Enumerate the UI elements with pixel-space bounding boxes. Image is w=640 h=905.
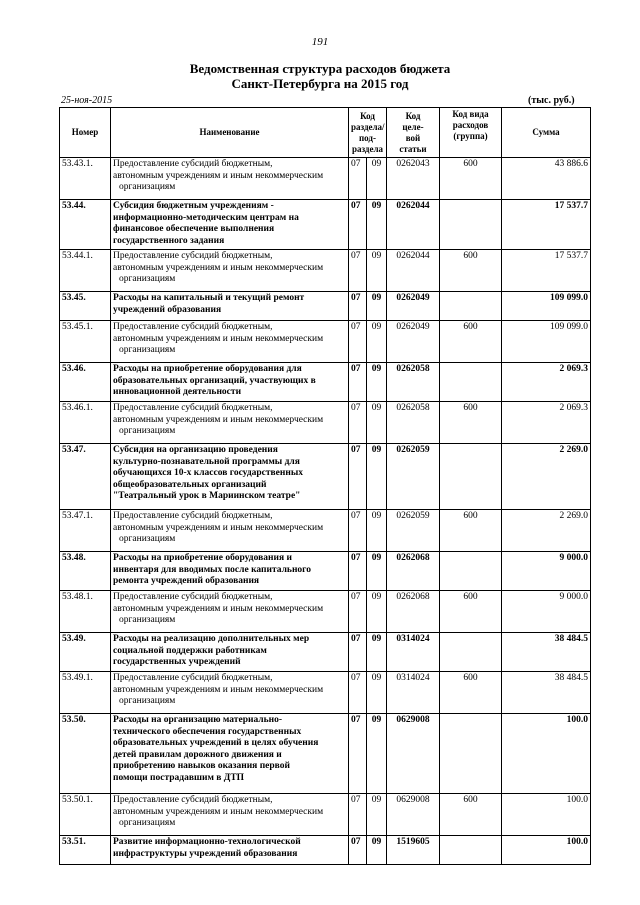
row-sum: 109 099.0 [502, 292, 591, 321]
row-expense-type: 600 [440, 250, 502, 292]
row-section-code: 07 [349, 402, 367, 444]
row-name-line: помощи пострадавшим в ДТП [113, 772, 245, 783]
row-subsection-code: 09 [367, 292, 387, 321]
page-number: 191 [311, 36, 329, 48]
row-subsection-code: 09 [367, 591, 387, 633]
row-article-code: 0262059 [387, 444, 440, 510]
row-name-line: Расходы на приобретение оборудования и [113, 553, 292, 563]
row-name-line: автономным учреждениям и иным некоммерческим [113, 170, 324, 181]
row-name-line: Субсидия бюджетным учреждениям - [113, 201, 274, 211]
row-sum: 9 000.0 [502, 591, 591, 633]
row-article-code: 0262044 [387, 250, 440, 292]
row-number: 53.44. [60, 200, 111, 250]
row-subsection-code: 09 [367, 714, 387, 794]
row-sum: 9 000.0 [502, 552, 591, 591]
row-sum: 2 269.0 [502, 444, 591, 510]
row-name-line: инвентаря для вводимых после капитального [113, 564, 311, 575]
row-name-line: организациям [119, 534, 176, 544]
row-expense-type [440, 552, 502, 591]
row-name-line: автономным учреждениям и иным некоммерческим [113, 522, 324, 533]
row-expense-type [440, 292, 502, 321]
row-article-code: 0314024 [387, 672, 440, 714]
row-subsection-code: 09 [367, 552, 387, 591]
row-section-code: 07 [349, 714, 367, 794]
row-article-code: 0262068 [387, 591, 440, 633]
row-name-line: ремонта учреждений образования [113, 576, 260, 586]
row-name-line: детей правилам дорожного движения и [113, 749, 282, 760]
row-name-line: социальной поддержки работникам [113, 645, 267, 656]
row-sum: 100.0 [502, 794, 591, 836]
row-subsection-code: 09 [367, 200, 387, 250]
row-name-line: образовательных учреждений в целях обучения [113, 738, 319, 748]
row-name-line: организациям [119, 345, 176, 355]
table-row [60, 794, 591, 836]
row-section-code: 07 [349, 552, 367, 591]
row-sum: 2 269.0 [502, 510, 591, 552]
header-sum: Сумма [502, 108, 591, 158]
row-number: 53.47. [60, 444, 111, 510]
row-name [111, 794, 349, 836]
row-article-code: 0262058 [387, 402, 440, 444]
row-section-code: 07 [349, 510, 367, 552]
row-name-line: образовательных организаций, участвующих в [113, 375, 316, 386]
table-row [60, 158, 591, 200]
row-article-code: 0262044 [387, 200, 440, 250]
row-name-line: Предоставление субсидий бюджетным, [113, 511, 273, 521]
row-name-line: государственных учреждений [113, 657, 241, 667]
row-sum: 2 069.3 [502, 402, 591, 444]
row-number: 53.46. [60, 363, 111, 402]
row-expense-type: 600 [440, 510, 502, 552]
row-number: 53.49.1. [60, 672, 111, 714]
row-expense-type [440, 444, 502, 510]
row-number: 53.48.1. [60, 591, 111, 633]
row-name [111, 552, 349, 591]
row-name [111, 363, 349, 402]
row-name-line: организациям [119, 274, 176, 284]
row-number: 53.50.1. [60, 794, 111, 836]
row-name-line: Предоставление субсидий бюджетным, [113, 403, 273, 413]
row-name [111, 200, 349, 250]
row-subsection-code: 09 [367, 633, 387, 672]
row-sum: 109 099.0 [502, 321, 591, 363]
row-expense-type: 600 [440, 402, 502, 444]
row-subsection-code: 09 [367, 402, 387, 444]
table-row [60, 292, 591, 321]
row-sum: 100.0 [502, 836, 591, 865]
row-subsection-code: 09 [367, 794, 387, 836]
row-sum: 17 537.7 [502, 250, 591, 292]
table-row [60, 510, 591, 552]
row-name-line: Расходы на приобретение оборудования для [113, 364, 302, 374]
row-expense-type [440, 363, 502, 402]
table-row [60, 444, 591, 510]
row-article-code: 0262068 [387, 552, 440, 591]
row-name [111, 591, 349, 633]
page-title [0, 61, 640, 91]
row-section-code: 07 [349, 591, 367, 633]
row-name [111, 321, 349, 363]
row-name-line: организациям [119, 696, 176, 706]
row-name-line: Развитие информационно-технологической [113, 837, 301, 847]
row-name [111, 672, 349, 714]
row-sum: 38 484.5 [502, 633, 591, 672]
row-name-line: организациям [119, 182, 176, 192]
row-subsection-code: 09 [367, 363, 387, 402]
row-expense-type: 600 [440, 591, 502, 633]
table-row [60, 714, 591, 794]
row-name-line: организациям [119, 818, 176, 828]
row-name-line: автономным учреждениям и иным некоммерческим [113, 684, 324, 695]
table-row [60, 672, 591, 714]
row-number: 53.50. [60, 714, 111, 794]
row-article-code: 0314024 [387, 633, 440, 672]
row-article-code: 0629008 [387, 714, 440, 794]
row-name-line: Предоставление субсидий бюджетным, [113, 322, 273, 332]
row-name-line: Предоставление субсидий бюджетным, [113, 159, 273, 169]
table-row [60, 552, 591, 591]
row-name-line: государственного задания [113, 235, 225, 246]
row-article-code: 0262049 [387, 292, 440, 321]
row-section-code: 07 [349, 836, 367, 865]
table-row [60, 402, 591, 444]
row-sum: 43 886.6 [502, 158, 591, 200]
table-header-row [60, 108, 591, 158]
row-name-line: Предоставление субсидий бюджетным, [113, 795, 273, 805]
row-article-code: 0262049 [387, 321, 440, 363]
units-label: (тыс. руб.) [528, 95, 575, 106]
row-number: 53.45.1. [60, 321, 111, 363]
row-number: 53.49. [60, 633, 111, 672]
row-name-line: автономным учреждениям и иным некоммерческим [113, 806, 324, 817]
row-name-line: Предоставление субсидий бюджетным, [113, 673, 273, 683]
row-name-line: культурно-познавательной программы для [113, 456, 300, 467]
row-expense-type [440, 714, 502, 794]
row-number: 53.46.1. [60, 402, 111, 444]
row-section-code: 07 [349, 200, 367, 250]
row-name [111, 633, 349, 672]
row-expense-type: 600 [440, 158, 502, 200]
row-section-code: 07 [349, 363, 367, 402]
row-section-code: 07 [349, 444, 367, 510]
row-name [111, 250, 349, 292]
table-row [60, 591, 591, 633]
row-expense-type [440, 836, 502, 865]
row-sum: 17 537.7 [502, 200, 591, 250]
row-name-line: приобретению навыков оказания первой [113, 761, 290, 771]
row-article-code: 0262059 [387, 510, 440, 552]
row-article-code: 0629008 [387, 794, 440, 836]
row-number: 53.45. [60, 292, 111, 321]
header-name: Наименование [111, 108, 349, 158]
row-name-line: обучающихся 10-х классов государственных [113, 468, 304, 478]
row-name-line: Предоставление субсидий бюджетным, [113, 592, 273, 602]
row-section-code: 07 [349, 794, 367, 836]
header-article-code: Код целе- вой статьи [387, 108, 440, 158]
row-subsection-code: 09 [367, 510, 387, 552]
row-article-code: 1519605 [387, 836, 440, 865]
document-date: 25-ноя-2015 [61, 95, 113, 106]
row-number: 53.48. [60, 552, 111, 591]
row-name [111, 510, 349, 552]
title-line-1: Ведомственная структура расходов бюджета [189, 61, 451, 76]
row-subsection-code: 09 [367, 158, 387, 200]
row-section-code: 07 [349, 633, 367, 672]
row-sum: 2 069.3 [502, 363, 591, 402]
row-number: 53.51. [60, 836, 111, 865]
table-row [60, 200, 591, 250]
row-expense-type: 600 [440, 794, 502, 836]
table-row [60, 633, 591, 672]
row-name-line: общеобразовательных организаций [113, 479, 267, 490]
row-expense-type: 600 [440, 321, 502, 363]
row-name-line: технического обеспечения государственных [113, 726, 302, 737]
row-section-code: 07 [349, 321, 367, 363]
table-row [60, 250, 591, 292]
row-name-line: организациям [119, 426, 176, 436]
row-number: 53.44.1. [60, 250, 111, 292]
row-name-line: финансовое обеспечение выполнения [113, 224, 275, 234]
row-name-line: автономным учреждениям и иным некоммерческим [113, 333, 324, 344]
row-name-line: Расходы на реализацию дополнительных мер [113, 634, 310, 644]
row-expense-type: 600 [440, 672, 502, 714]
row-subsection-code: 09 [367, 321, 387, 363]
row-article-code: 0262043 [387, 158, 440, 200]
row-section-code: 07 [349, 158, 367, 200]
row-number: 53.43.1. [60, 158, 111, 200]
row-name [111, 402, 349, 444]
row-name-line: инновационной деятельности [113, 387, 242, 397]
row-name-line: Субсидия на организацию проведения [113, 445, 278, 455]
row-name-line: информационно-методическим центрам на [113, 212, 299, 223]
row-name [111, 444, 349, 510]
row-name-line: Расходы на капитальный и текущий ремонт [113, 293, 305, 303]
row-name-line: "Театральный урок в Мариинском театре" [113, 491, 301, 501]
row-name-line: автономным учреждениям и иным некоммерческим [113, 414, 324, 425]
title-line-2: Санкт-Петербурга на 2015 год [231, 76, 409, 91]
row-expense-type [440, 633, 502, 672]
header-expense-type: Код вида расходов (группа) [440, 108, 502, 158]
row-name-line: инфраструктуры учреждений образования [113, 848, 298, 859]
row-name-line: учреждений образования [113, 304, 222, 315]
row-subsection-code: 09 [367, 836, 387, 865]
row-name [111, 158, 349, 200]
row-name-line: организациям [119, 615, 176, 625]
row-name-line: Предоставление субсидий бюджетным, [113, 251, 273, 261]
row-section-code: 07 [349, 672, 367, 714]
row-sum: 38 484.5 [502, 672, 591, 714]
row-subsection-code: 09 [367, 250, 387, 292]
table-row [60, 363, 591, 402]
table-row [60, 836, 591, 865]
header-section-code: Код раздела/ под- раздела [349, 108, 387, 158]
row-name [111, 714, 349, 794]
budget-table [59, 107, 591, 865]
table-row [60, 321, 591, 363]
row-expense-type [440, 200, 502, 250]
row-name-line: автономным учреждениям и иным некоммерческим [113, 262, 324, 273]
row-article-code: 0262058 [387, 363, 440, 402]
header-number: Номер [60, 108, 111, 158]
row-name [111, 292, 349, 321]
row-section-code: 07 [349, 292, 367, 321]
row-subsection-code: 09 [367, 672, 387, 714]
row-name-line: автономным учреждениям и иным некоммерческим [113, 603, 324, 614]
row-section-code: 07 [349, 250, 367, 292]
row-sum: 100.0 [502, 714, 591, 794]
row-number: 53.47.1. [60, 510, 111, 552]
row-subsection-code: 09 [367, 444, 387, 510]
row-name-line: Расходы на организацию материально- [113, 715, 283, 725]
row-name [111, 836, 349, 865]
